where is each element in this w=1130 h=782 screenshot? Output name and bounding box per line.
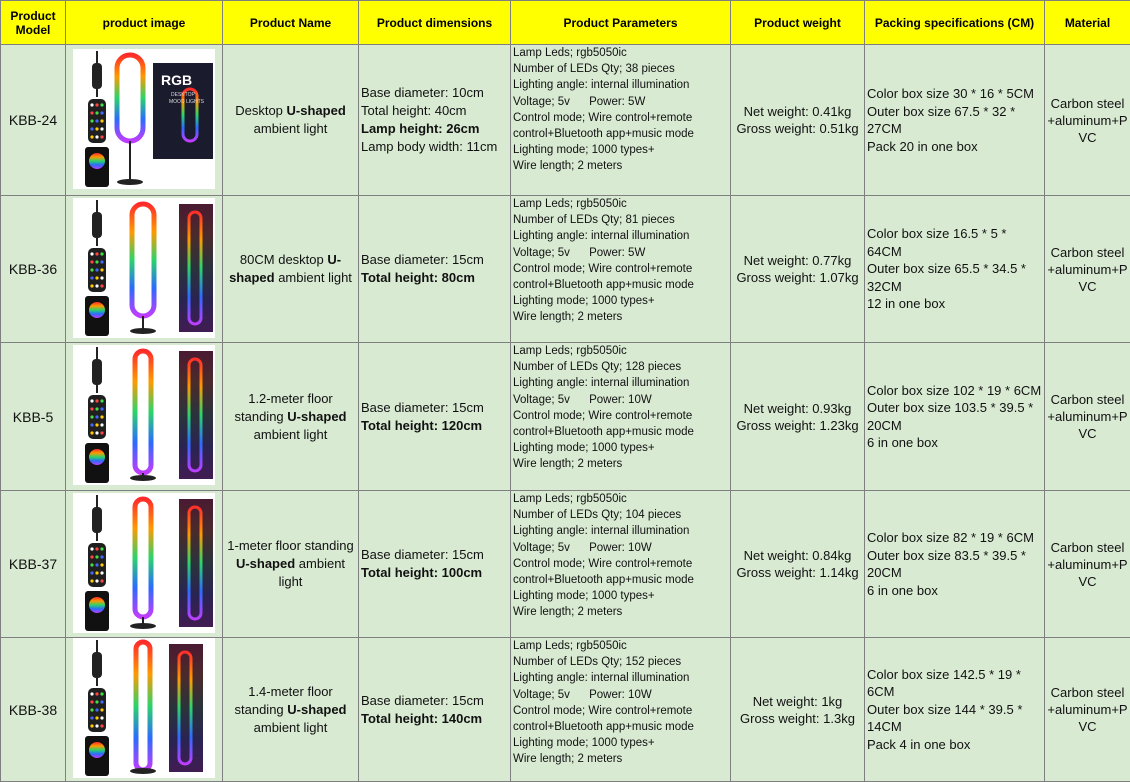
- name-cell[interactable]: [223, 343, 359, 491]
- weight-line: Gross weight: 0.51kg: [733, 120, 862, 137]
- parameter-line: Lamp Leds; rgb5050ic: [513, 45, 728, 61]
- model-cell[interactable]: KBB-36: [1, 196, 66, 343]
- parameter-line: Lighting angle: internal illumination: [513, 228, 728, 244]
- material-cell[interactable]: Carbon steel+aluminum+PVC: [1045, 196, 1130, 343]
- header-material[interactable]: Material: [1045, 1, 1130, 45]
- color-wheel-icon: [89, 742, 105, 758]
- parameter-line: Lighting mode; 1000 types+: [513, 440, 728, 456]
- header-packing[interactable]: Packing specifications (CM): [865, 1, 1045, 45]
- u-lamp-icon: [132, 204, 154, 316]
- dimension-line: Total height: 120cm: [361, 417, 508, 435]
- dimension-line: Base diameter: 15cm: [361, 399, 508, 417]
- product-image: [73, 493, 215, 633]
- dimension-line: Base diameter: 15cm: [361, 251, 508, 269]
- dimension-line: Base diameter: 15cm: [361, 546, 508, 564]
- parameters-cell[interactable]: [511, 343, 731, 491]
- parameter-line: control+Bluetooth app+music mode: [513, 424, 728, 440]
- parameter-line: Lamp Leds; rgb5050ic: [513, 491, 728, 507]
- parameter-line: Lighting mode; 1000 types+: [513, 293, 728, 309]
- parameter-line: control+Bluetooth app+music mode: [513, 277, 728, 293]
- parameter-line: control+Bluetooth app+music mode: [513, 126, 728, 142]
- dimension-line: Total height: 40cm: [361, 102, 508, 120]
- packing-line: Color box size 30 * 16 * 5CM: [867, 85, 1042, 103]
- packing-line: Outer box size 103.5 * 39.5 * 20CM: [867, 399, 1042, 434]
- parameter-line: Lighting mode; 1000 types+: [513, 588, 728, 604]
- wire-controller-icon: [92, 652, 102, 678]
- product-image: [73, 638, 215, 778]
- parameter-line: Wire length; 2 meters: [513, 309, 728, 325]
- packing-line: Pack 4 in one box: [867, 736, 1042, 754]
- name-suffix: ambient light: [279, 556, 345, 589]
- parameter-line: Voltage; 5v Power: 5W: [513, 94, 728, 110]
- model-cell[interactable]: KBB-38: [1, 638, 66, 782]
- header-name[interactable]: Product Name: [223, 1, 359, 45]
- header-parameters[interactable]: Product Parameters: [511, 1, 731, 45]
- packing-cell[interactable]: [865, 196, 1045, 343]
- name-cell[interactable]: [223, 638, 359, 782]
- image-cell[interactable]: [66, 638, 223, 782]
- u-lamp-icon: [135, 351, 151, 473]
- table-row: [1, 343, 1130, 491]
- lamp-base-icon: [130, 475, 156, 481]
- packing-line: Color box size 102 * 19 * 6CM: [867, 382, 1042, 400]
- image-cell[interactable]: [66, 196, 223, 343]
- weight-line: Gross weight: 1.07kg: [733, 269, 862, 286]
- lamp-base-icon: [130, 328, 156, 334]
- parameter-line: Wire length; 2 meters: [513, 158, 728, 174]
- material-cell[interactable]: Carbon steel+aluminum+PVC: [1045, 343, 1130, 491]
- weight-line: Gross weight: 1.3kg: [733, 710, 862, 727]
- table-row: [1, 196, 1130, 343]
- weight-cell[interactable]: [731, 343, 865, 491]
- material-cell[interactable]: Carbon steel+aluminum+PVC: [1045, 491, 1130, 638]
- weight-line: Net weight: 0.77kg: [733, 252, 862, 269]
- dimensions-cell[interactable]: [359, 196, 511, 343]
- name-prefix: Desktop: [235, 103, 286, 118]
- parameter-line: Control mode; Wire control+remote: [513, 408, 728, 424]
- model-cell[interactable]: KBB-5: [1, 343, 66, 491]
- name-prefix: 1-meter floor standing: [227, 538, 353, 553]
- header-image[interactable]: product image: [66, 1, 223, 45]
- product-image: [73, 345, 215, 485]
- parameter-line: Lamp Leds; rgb5050ic: [513, 638, 728, 654]
- lamp-base-icon: [117, 179, 143, 185]
- product-image: [73, 49, 215, 189]
- product-image: [73, 198, 215, 338]
- packing-cell[interactable]: [865, 343, 1045, 491]
- parameter-line: Lighting mode; 1000 types+: [513, 142, 728, 158]
- name-bold: U-shaped: [287, 103, 346, 118]
- name-suffix: ambient light: [254, 720, 328, 735]
- packing-line: Outer box size 144 * 39.5 * 14CM: [867, 701, 1042, 736]
- weight-line: Gross weight: 1.23kg: [733, 417, 862, 434]
- parameter-line: Voltage; 5v Power: 5W: [513, 245, 728, 261]
- parameter-line: Lighting angle: internal illumination: [513, 670, 728, 686]
- name-bold: U-shaped: [287, 702, 346, 717]
- model-cell[interactable]: KBB-24: [1, 45, 66, 196]
- model-cell[interactable]: KBB-37: [1, 491, 66, 638]
- dimensions-cell[interactable]: [359, 45, 511, 196]
- wire-controller-icon: [92, 212, 102, 238]
- parameter-line: Voltage; 5v Power: 10W: [513, 392, 728, 408]
- name-cell[interactable]: [223, 491, 359, 638]
- parameter-line: Wire length; 2 meters: [513, 604, 728, 620]
- parameter-line: Lamp Leds; rgb5050ic: [513, 196, 728, 212]
- box-subtitle-2: MOOD LIGHTS: [169, 99, 205, 105]
- header-weight[interactable]: Product weight: [731, 1, 865, 45]
- u-lamp-icon: [136, 642, 150, 770]
- packing-line: Outer box size 65.5 * 34.5 * 32CM: [867, 260, 1042, 295]
- table-row: [1, 491, 1130, 638]
- color-wheel-icon: [89, 302, 105, 318]
- lamp-base-icon: [130, 768, 156, 774]
- weight-line: Net weight: 0.93kg: [733, 400, 862, 417]
- header-model[interactable]: Product Model: [1, 1, 66, 45]
- parameter-line: Number of LEDs Qty; 104 pieces: [513, 507, 728, 523]
- u-lamp-icon: [117, 55, 143, 141]
- weight-line: Net weight: 0.84kg: [733, 547, 862, 564]
- product-photo: [73, 638, 215, 778]
- color-wheel-icon: [89, 153, 105, 169]
- parameter-line: Control mode; Wire control+remote: [513, 703, 728, 719]
- name-prefix: 1.2-meter floor standing: [235, 391, 333, 424]
- parameter-line: Control mode; Wire control+remote: [513, 261, 728, 277]
- parameters-cell[interactable]: [511, 45, 731, 196]
- packing-cell[interactable]: [865, 491, 1045, 638]
- parameter-line: Voltage; 5v Power: 10W: [513, 540, 728, 556]
- table-row: [1, 45, 1130, 196]
- wire-controller-icon: [92, 359, 102, 385]
- packing-line: 12 in one box: [867, 295, 1042, 313]
- lamp-base-icon: [130, 623, 156, 629]
- packing-line: Outer box size 67.5 * 32 * 27CM: [867, 103, 1042, 138]
- name-suffix: ambient light: [254, 121, 328, 136]
- parameter-line: Number of LEDs Qty; 38 pieces: [513, 61, 728, 77]
- weight-line: Gross weight: 1.14kg: [733, 564, 862, 581]
- name-cell[interactable]: [223, 45, 359, 196]
- dimension-line: Lamp height: 26cm: [361, 120, 508, 138]
- dimensions-cell[interactable]: [359, 638, 511, 782]
- name-prefix: 80CM desktop: [240, 252, 327, 267]
- parameter-line: Number of LEDs Qty; 128 pieces: [513, 359, 728, 375]
- dimension-line: Lamp body width: 11cm: [361, 138, 508, 156]
- parameter-line: Wire length; 2 meters: [513, 456, 728, 472]
- packing-line: Color box size 82 * 19 * 6CM: [867, 529, 1042, 547]
- weight-cell[interactable]: [731, 638, 865, 782]
- material-cell[interactable]: Carbon steel+aluminum+PVC: [1045, 638, 1130, 782]
- parameter-line: Wire length; 2 meters: [513, 751, 728, 767]
- image-cell[interactable]: [66, 45, 223, 196]
- parameter-line: Number of LEDs Qty; 152 pieces: [513, 654, 728, 670]
- u-lamp-icon: [135, 499, 151, 617]
- weight-line: Net weight: 1kg: [733, 693, 862, 710]
- name-bold: U-shaped: [229, 252, 341, 285]
- parameter-line: Lamp Leds; rgb5050ic: [513, 343, 728, 359]
- name-bold: U-shaped: [236, 556, 295, 571]
- box-subtitle: DESKTOP: [171, 92, 195, 98]
- packing-line: 6 in one box: [867, 582, 1042, 600]
- parameter-line: Lighting angle: internal illumination: [513, 375, 728, 391]
- name-cell[interactable]: [223, 196, 359, 343]
- packing-line: Color box size 16.5 * 5 * 64CM: [867, 225, 1042, 260]
- name-suffix: ambient light: [254, 427, 328, 442]
- product-photo: [73, 493, 215, 633]
- parameter-line: Lighting angle: internal illumination: [513, 523, 728, 539]
- dimension-line: Total height: 140cm: [361, 710, 508, 728]
- weight-cell[interactable]: [731, 196, 865, 343]
- parameter-line: Voltage; 5v Power: 10W: [513, 687, 728, 703]
- parameter-line: Number of LEDs Qty; 81 pieces: [513, 212, 728, 228]
- packing-cell[interactable]: [865, 45, 1045, 196]
- dimensions-cell[interactable]: [359, 491, 511, 638]
- wire-controller-icon: [92, 507, 102, 533]
- weight-line: Net weight: 0.41kg: [733, 103, 862, 120]
- box-title: RGB: [161, 72, 192, 88]
- parameters-cell[interactable]: [511, 196, 731, 343]
- color-wheel-icon: [89, 597, 105, 613]
- dimension-line: Total height: 100cm: [361, 564, 508, 582]
- product-photo: [73, 345, 215, 485]
- packing-cell[interactable]: [865, 638, 1045, 782]
- dimension-line: Base diameter: 10cm: [361, 84, 508, 102]
- packing-line: Color box size 142.5 * 19 * 6CM: [867, 666, 1042, 701]
- parameter-line: Lighting mode; 1000 types+: [513, 735, 728, 751]
- weight-cell[interactable]: [731, 491, 865, 638]
- header-row: [1, 1, 1130, 45]
- wire-controller-icon: [92, 63, 102, 89]
- color-wheel-icon: [89, 449, 105, 465]
- parameters-cell[interactable]: [511, 638, 731, 782]
- name-suffix: ambient light: [275, 270, 352, 285]
- parameter-line: Lighting angle: internal illumination: [513, 77, 728, 93]
- product-photo: [73, 198, 215, 338]
- dimension-line: Total height: 80cm: [361, 269, 508, 287]
- material-cell[interactable]: Carbon steel+aluminum+PVC: [1045, 45, 1130, 196]
- name-prefix: 1.4-meter floor standing: [235, 684, 333, 717]
- image-cell[interactable]: [66, 491, 223, 638]
- parameters-cell[interactable]: [511, 491, 731, 638]
- packing-line: Outer box size 83.5 * 39.5 * 20CM: [867, 547, 1042, 582]
- parameter-line: control+Bluetooth app+music mode: [513, 719, 728, 735]
- header-dimensions[interactable]: Product dimensions: [359, 1, 511, 45]
- product-photo: [73, 49, 215, 189]
- packing-line: Pack 20 in one box: [867, 138, 1042, 156]
- parameter-line: control+Bluetooth app+music mode: [513, 572, 728, 588]
- name-bold: U-shaped: [287, 409, 346, 424]
- dimensions-cell[interactable]: [359, 343, 511, 491]
- parameter-line: Control mode; Wire control+remote: [513, 556, 728, 572]
- table-row: [1, 638, 1130, 782]
- weight-cell[interactable]: [731, 45, 865, 196]
- packing-line: 6 in one box: [867, 434, 1042, 452]
- parameter-line: Control mode; Wire control+remote: [513, 110, 728, 126]
- image-cell[interactable]: [66, 343, 223, 491]
- dimension-line: Base diameter: 15cm: [361, 692, 508, 710]
